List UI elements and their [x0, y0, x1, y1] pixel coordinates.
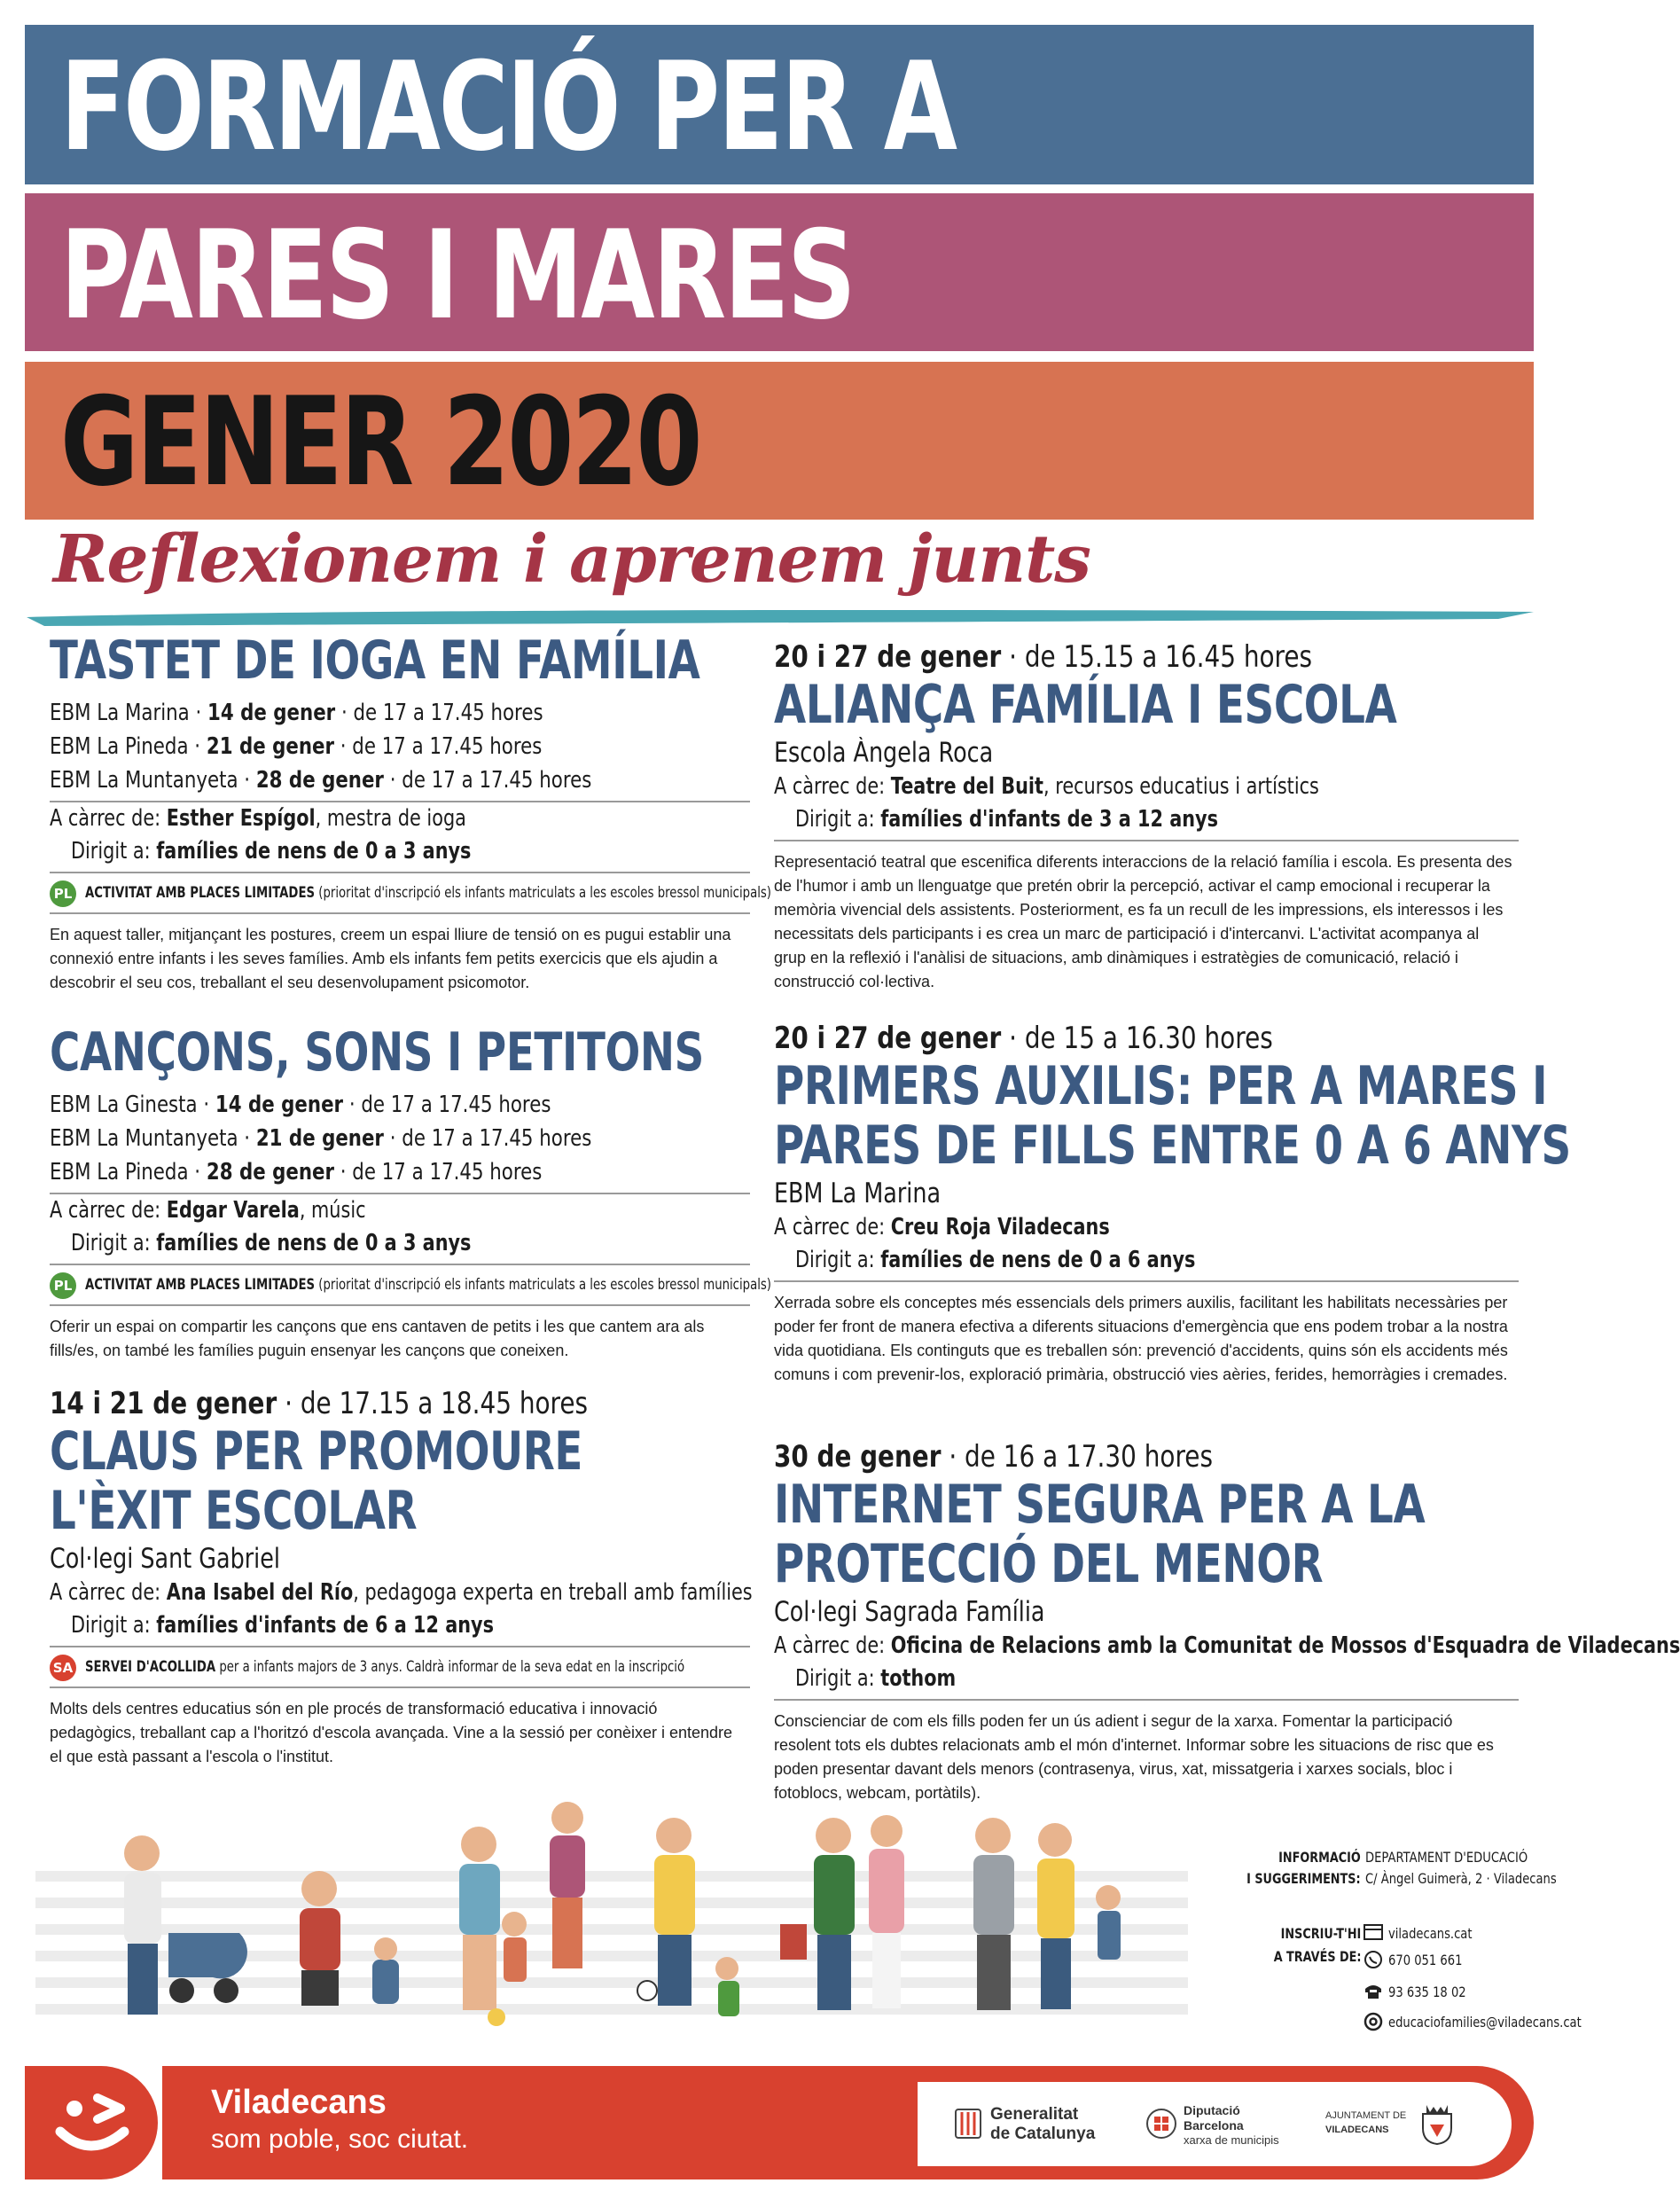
header-band-orange: [25, 362, 1534, 520]
generalitat-emblem-icon: [955, 2109, 981, 2139]
audience-row: Dirigit a: famílies de nens de 0 a 6 anys: [795, 1247, 1196, 1273]
responsible-row: A càrrec de: Teatre del Buit, recursos educatius i artístics: [774, 773, 1319, 800]
event-title: TASTET DE IOGA EN FAMÍLIA: [50, 630, 700, 692]
diputacio-name-2: Barcelona: [1184, 2118, 1244, 2132]
divider: [774, 840, 1519, 841]
department-name: DEPARTAMENT D'EDUCACIÓ: [1365, 1849, 1528, 1866]
event-venue: Escola Àngela Roca: [774, 737, 994, 769]
viladecans-logo: [25, 2066, 158, 2179]
brush-stroke-divider: [27, 606, 1534, 626]
event-description: En aquest taller, mitjançant les postures, creem un espai lliure de tensió on es pugui establir una connexió entre infants i les seves famílies. Amb els infants fem petits exercicis que els ajudin a descobrir el seu cos, treballant el seu desenvolupament psicomotor.: [50, 926, 731, 991]
event-title-line2: PARES DE FILLS ENTRE 0 A 6 ANYS: [774, 1115, 1571, 1177]
signup-label: INSCRIU-T'HI: [1280, 1925, 1361, 1942]
audience-row: Dirigit a: tothom: [795, 1665, 957, 1692]
event-title-line1: PRIMERS AUXILIS: PER A MARES I: [774, 1055, 1548, 1117]
sa-badge: SA: [50, 1655, 76, 1681]
phone-number[interactable]: 93 635 18 02: [1388, 1984, 1466, 2000]
audience-row: Dirigit a: famílies de nens de 0 a 3 anys: [71, 838, 472, 865]
diputacio-network: xarxa de municipis: [1184, 2133, 1279, 2147]
limited-places-note: PL ACTIVITAT AMB PLACES LIMITADES (prioritat d'inscripció els infants matriculats a les escoles bressol municipals): [50, 1271, 750, 1301]
event-title: CANÇONS, SONS I PETITONS: [50, 1021, 705, 1084]
audience-row: Dirigit a: famílies d'infants de 3 a 12 anys: [795, 806, 1218, 833]
brand-name: Viladecans: [211, 2084, 387, 2121]
brand-slogan: som poble, soc ciutat.: [211, 2125, 469, 2154]
event-primers-auxilis: [774, 1020, 1571, 1387]
event-claus: [50, 1385, 753, 1769]
event-description: Oferir un espai on compartir les cançons que ens cantaven de petits i les que cantem ara als fills/es, on també les famílies puguin ensenyar les cançons que coneixen.: [50, 1318, 705, 1359]
event-title-line1: CLAUS PER PROMOURE: [50, 1420, 583, 1483]
event-datetime: 20 i 27 de gener · de 15.15 a 16.45 hores: [774, 639, 1313, 675]
info-label-2: I SUGGERIMENTS:: [1246, 1870, 1361, 1887]
department-address: C/ Àngel Guimerà, 2 · Viladecans: [1365, 1870, 1557, 1887]
generalitat-name: Generalitat: [990, 2105, 1079, 2124]
audience-row: Dirigit a: famílies d'infants de 6 a 12 anys: [71, 1612, 494, 1639]
event-description: Representació teatral que escenifica diferents interaccions de la relació família i escola. Es presenta des de l'humor i amb un llenguatge que pretén obrir la percepció, activar el camp emocional i recuperar la memòria vivencial dels assistents. Posteriorment, es fa un recull de les impressions, els interessos i les necessitats dels participants i es crea un marc de participació i d'intercanvi. L'activitat acompanya al grup en la reflexió i l'anàlisi de situacions, amb dinàmiques i estratègies de comunicació, relació i construcció col·lectiva.: [774, 853, 1512, 990]
viladecans-crest-icon: [1419, 2101, 1455, 2146]
ajuntament-label-2: VILADECANS: [1325, 2125, 1389, 2135]
event-cancons: [50, 1021, 771, 1363]
limited-places-note: PL ACTIVITAT AMB PLACES LIMITADES (prioritat d'inscripció els infants matriculats a les escoles bressol municipals): [50, 879, 750, 909]
event-venue: Col·legi Sant Gabriel: [50, 1543, 280, 1575]
responsible-row: A càrrec de: Oficina de Relacions amb la Comunitat de Mossos d'Esquadra de Viladecans: [774, 1632, 1680, 1659]
generalitat-name-2: de Catalunya: [990, 2125, 1096, 2143]
event-description: Xerrada sobre els conceptes més essencials dels primers auxilis, facilitant les habilitats necessàries per poder fer front de manera efectiva a diferents situacions d'emergència que ens podem trobar a la nostra vida quotidiana. Els continguts que es treballen són: prevenció d'accidents, quins són els accidents més comuns i com prevenir-los, exploració primària, obstrucció vies aèries, ferides, hemorràgies i cremades.: [774, 1294, 1508, 1383]
divider: [50, 1264, 750, 1265]
diputacio-emblem-icon: [1146, 2109, 1176, 2139]
whatsapp-icon: [1364, 1950, 1383, 1969]
event-venue: EBM La Marina: [774, 1178, 942, 1209]
diputacio-name: Diputació: [1184, 2103, 1240, 2117]
event-venue: Col·legi Sagrada Família: [774, 1596, 1045, 1628]
event-datetime: 14 i 21 de gener · de 17.15 a 18.45 hores: [50, 1386, 589, 1421]
tagline: Reflexionem i aprenem junts: [53, 521, 1090, 598]
info-label: INFORMACIÓ: [1278, 1849, 1361, 1866]
event-description: Conscienciar de com els fills poden fer un ús adient i segur de la xarxa. Fomentar la participació resolent tots els dubtes relacionats amb el món d'internet. Informar sobre les situacions de risc que es poden presentar davant dels menors (contrasenya, virus, xat, missatgeria i xarxes socials, bloc i fotoblocs, webcam, portàtils).: [774, 1712, 1494, 1802]
smile-icon: [25, 2066, 158, 2179]
sponsor-logos: [918, 2082, 1512, 2166]
header-title-line1: FORMACIÓ PER A: [60, 35, 956, 178]
responsible-row: A càrrec de: Ana Isabel del Río, pedagoga experta en treball amb famílies: [50, 1579, 753, 1606]
audience-row: Dirigit a: famílies de nens de 0 a 3 anys: [71, 1230, 472, 1256]
divider: [774, 1699, 1519, 1701]
childcare-service-note: SA SERVEI D'ACOLLIDA per a infants majors de 3 anys. Caldrà informar de la seva edat en la inscripció: [50, 1653, 750, 1683]
event-title-line2: L'ÈXIT ESCOLAR: [50, 1480, 418, 1542]
families-illustration: [35, 1791, 1188, 2039]
ajuntament-label: AJUNTAMENT DE: [1325, 2110, 1407, 2121]
pl-badge: PL: [50, 880, 76, 907]
event-title-line1: INTERNET SEGURA PER A LA: [774, 1474, 1426, 1536]
header-band-magenta: [25, 193, 1534, 351]
email-link[interactable]: educaciofamilies@viladecans.cat: [1388, 2014, 1582, 2031]
header-band-blue: [25, 25, 1534, 184]
divider: [50, 872, 750, 873]
divider: [50, 1304, 750, 1306]
responsible-row: A càrrec de: Esther Espígol, mestra de ioga: [50, 805, 466, 832]
header-title-line2: PARES I MARES: [60, 204, 855, 347]
signup-label-2: A TRAVÉS DE:: [1273, 1948, 1361, 1965]
session-row: EBM La Muntanyeta · 21 de gener · de 17 a 17.45 hores: [50, 1125, 592, 1152]
session-row: EBM La Ginesta · 14 de gener · de 17 a 17.45 hores: [50, 1092, 551, 1118]
session-row: EBM La Marina · 14 de gener · de 17 a 17.45 hores: [50, 700, 543, 726]
responsible-row: A càrrec de: Edgar Varela, músic: [50, 1197, 366, 1224]
session-row: EBM La Muntanyeta · 28 de gener · de 17 a 17.45 hores: [50, 767, 592, 794]
web-link[interactable]: viladecans.cat: [1388, 1925, 1473, 1942]
session-row: EBM La Pineda · 21 de gener · de 17 a 17.45 hores: [50, 733, 543, 760]
event-ioga: [50, 630, 771, 995]
header-date: GENER 2020: [60, 371, 701, 513]
event-description: Molts dels centres educatius són en ple procés de transformació educativa i innovació pedagògics, treballant cap a l'horitzó d'escola avançada. Vine a la sessió per conèixer i entendre el que està passant a l'escola o l'institut.: [50, 1700, 733, 1765]
event-title: ALIANÇA FAMÍLIA I ESCOLA: [774, 674, 1397, 736]
whatsapp-number[interactable]: 670 051 661: [1388, 1952, 1463, 1968]
event-alianca: [774, 638, 1519, 994]
divider: [50, 912, 750, 914]
divider: [50, 1646, 750, 1647]
father-with-ball-figure: [637, 1818, 739, 2016]
divider: [50, 1686, 750, 1688]
web-icon: [1364, 1923, 1383, 1941]
event-datetime: 30 de gener · de 16 a 17.30 hores: [774, 1439, 1213, 1475]
responsible-row: A càrrec de: Creu Roja Viladecans: [774, 1214, 1110, 1240]
divider: [774, 1280, 1519, 1282]
playing-family-figures: [459, 1802, 585, 2026]
email-icon: [1364, 2012, 1383, 2031]
phone-icon: [1364, 1982, 1383, 1999]
pl-badge: PL: [50, 1272, 76, 1299]
event-internet-segura: [774, 1438, 1680, 1805]
event-datetime: 20 i 27 de gener · de 15 a 16.30 hores: [774, 1021, 1273, 1056]
session-row: EBM La Pineda · 28 de gener · de 17 a 17.45 hores: [50, 1159, 543, 1186]
event-title-line2: PROTECCIÓ DEL MENOR: [774, 1533, 1324, 1595]
